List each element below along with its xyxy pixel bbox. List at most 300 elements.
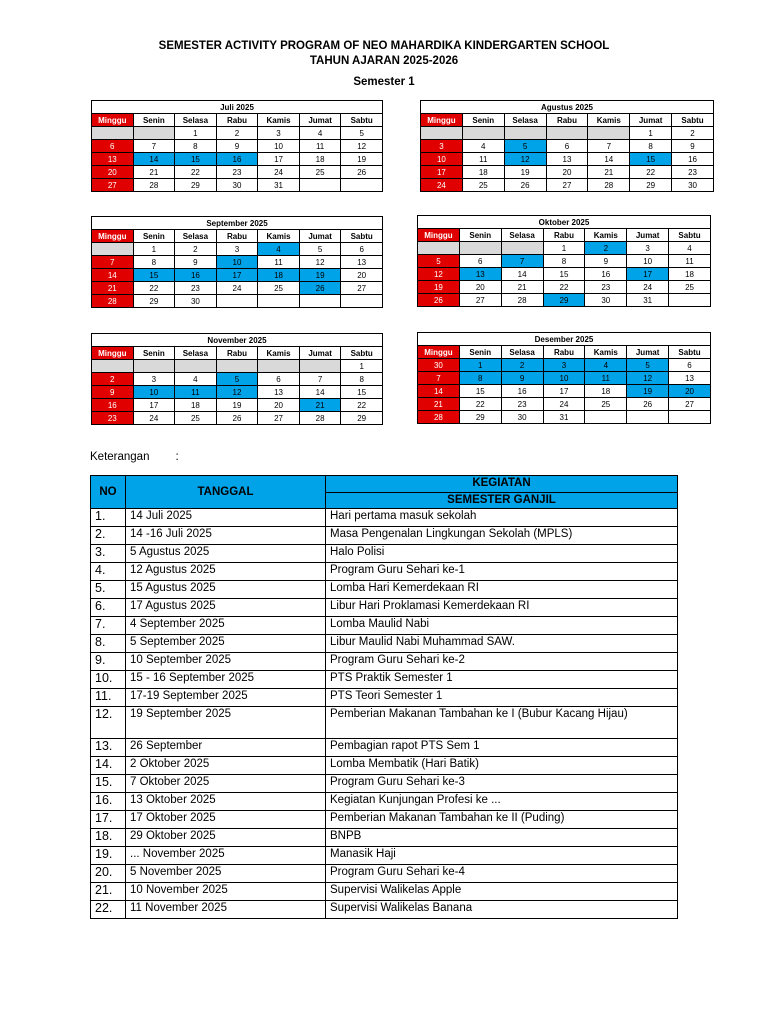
activity-date: 14 -16 Juli 2025 [126,527,326,545]
calendar-day: 22 [543,281,585,294]
day-header: Selasa [175,230,217,243]
activity-description: PTS Teori Semester 1 [326,689,678,707]
calendar-day [504,127,546,140]
calendar-day: 7 [501,255,543,268]
calendar-day: 27 [669,398,711,411]
activity-row [91,901,678,919]
calendar-day: 1 [630,127,672,140]
calendar-day: 12 [299,256,341,269]
day-header: Sabtu [672,114,714,127]
calendar-day: 21 [418,398,460,411]
calendar-day: 20 [258,399,300,412]
day-header: Selasa [175,347,217,360]
activity-table [90,475,678,919]
activity-no: 12. [91,707,126,739]
calendar-day: 16 [216,153,258,166]
header-semester-ganjil: SEMESTER GANJIL [326,493,678,509]
activity-date: 15 - 16 September 2025 [126,671,326,689]
activity-no: 20. [91,865,126,883]
calendar-day: 15 [459,385,501,398]
activity-row [91,671,678,689]
calendar-day: 15 [133,269,175,282]
calendar-day: 11 [299,140,341,153]
calendar-day: 18 [258,269,300,282]
activity-row [91,793,678,811]
activity-date: 5 September 2025 [126,635,326,653]
calendar-day: 15 [630,153,672,166]
calendar-day: 11 [585,372,627,385]
activity-description: Libur Hari Proklamasi Kemerdekaan RI [326,599,678,617]
calendar-day: 16 [92,399,134,412]
calendar-day: 5 [299,243,341,256]
calendar-day: 21 [501,281,543,294]
calendar-day: 25 [175,412,217,425]
calendar-day [133,360,175,373]
activity-row [91,775,678,793]
activity-date: 12 Agustus 2025 [126,563,326,581]
calendar-day: 1 [175,127,217,140]
calendar-day: 27 [341,282,383,295]
calendar-day: 12 [418,268,460,281]
activity-no: 10. [91,671,126,689]
calendar-day: 14 [92,269,134,282]
calendar-day: 13 [669,372,711,385]
activity-description: PTS Praktik Semester 1 [326,671,678,689]
calendar-day: 24 [133,412,175,425]
calendar-day: 7 [418,372,460,385]
calendar-day [299,179,341,192]
calendar-day: 26 [216,412,258,425]
calendar-day: 22 [133,282,175,295]
activity-no: 8. [91,635,126,653]
calendar-day: 21 [92,282,134,295]
activity-no: 9. [91,653,126,671]
activity-date: 5 Agustus 2025 [126,545,326,563]
day-header: Sabtu [341,347,383,360]
calendar-day: 13 [92,153,134,166]
calendar-day: 2 [672,127,714,140]
day-header: Sabtu [669,346,711,359]
calendar-day: 3 [543,359,585,372]
calendar-day: 2 [216,127,258,140]
activity-no: 21. [91,883,126,901]
calendar-day: 27 [546,179,588,192]
calendar-day: 22 [341,399,383,412]
calendar-day: 26 [299,282,341,295]
calendar-day: 31 [543,411,585,424]
activity-description: Program Guru Sehari ke-1 [326,563,678,581]
calendar-day: 11 [175,386,217,399]
day-header: Jumat [299,230,341,243]
calendar-day: 2 [92,373,134,386]
calendar-day: 18 [585,385,627,398]
day-header: Minggu [92,114,134,127]
academic-year-title: TAHUN AJARAN 2025-2026 [309,55,459,67]
calendar-day [92,360,134,373]
calendar-day: 1 [341,360,383,373]
activity-row [91,599,678,617]
calendar-day: 10 [627,255,669,268]
activity-date: 15 Agustus 2025 [126,581,326,599]
calendar-day: 12 [627,372,669,385]
semester-title: Semester 1 [353,76,415,88]
day-header: Minggu [418,346,460,359]
calendar-day: 17 [421,166,463,179]
calendar-day [627,411,669,424]
calendar-day: 6 [341,243,383,256]
calendar-day: 12 [216,386,258,399]
calendar-day: 25 [585,398,627,411]
calendar-day: 6 [92,140,134,153]
day-header: Jumat [630,114,672,127]
calendar-month [417,215,711,307]
activity-description: Lomba Hari Kemerdekaan RI [326,581,678,599]
calendar-day [216,295,258,308]
activity-no: 18. [91,829,126,847]
calendar-day: 17 [216,269,258,282]
calendar-day [299,295,341,308]
calendar-day: 15 [543,268,585,281]
calendar-day: 7 [299,373,341,386]
header-no: NO [91,476,126,509]
calendar-day [92,243,134,256]
day-header: Jumat [299,347,341,360]
calendar-day: 6 [258,373,300,386]
calendar-day: 26 [627,398,669,411]
calendar-day: 23 [585,281,627,294]
calendar-day: 25 [299,166,341,179]
calendar-day: 5 [627,359,669,372]
calendar-day: 29 [543,294,585,307]
activity-row [91,847,678,865]
calendar-month-title: Agustus 2025 [421,101,714,114]
day-header: Senin [459,346,501,359]
calendar-day: 2 [175,243,217,256]
calendar-day: 17 [258,153,300,166]
calendar-day: 9 [92,386,134,399]
calendar-day [92,127,134,140]
calendar-day: 27 [258,412,300,425]
calendar-day: 28 [588,179,630,192]
calendar-day: 14 [299,386,341,399]
activity-description: Masa Pengenalan Lingkungan Sekolah (MPLS) [326,527,678,545]
activity-no: 13. [91,739,126,757]
calendar-day: 19 [216,399,258,412]
calendar-day: 4 [462,140,504,153]
day-header: Senin [459,229,501,242]
calendar-day: 18 [175,399,217,412]
day-header: Minggu [421,114,463,127]
calendar-day: 6 [459,255,501,268]
activity-date: 11 November 2025 [126,901,326,919]
activity-description: Program Guru Sehari ke-2 [326,653,678,671]
calendar-day: 23 [92,412,134,425]
day-header: Kamis [588,114,630,127]
activity-no: 19. [91,847,126,865]
calendar-day: 19 [418,281,460,294]
day-header: Rabu [216,230,258,243]
activity-row [91,757,678,775]
calendar-day: 21 [299,399,341,412]
calendar-month [420,100,714,192]
calendar-day: 10 [216,256,258,269]
activity-description: Pemberian Makanan Tambahan ke I (Bubur Kacang Hijau) [326,707,678,739]
activity-date: 5 November 2025 [126,865,326,883]
calendar-day: 30 [585,294,627,307]
calendar-day: 24 [258,166,300,179]
activity-row [91,739,678,757]
calendar-day: 7 [133,140,175,153]
day-header: Senin [133,230,175,243]
calendar-day [216,360,258,373]
calendar-day: 4 [669,242,711,255]
calendar-day: 22 [175,166,217,179]
calendar-day [546,127,588,140]
calendar-day [459,242,501,255]
calendar-day: 15 [341,386,383,399]
activity-no: 14. [91,757,126,775]
calendar-day: 27 [459,294,501,307]
day-header: Selasa [501,229,543,242]
calendar-day: 6 [669,359,711,372]
activity-row [91,581,678,599]
day-header: Selasa [175,114,217,127]
calendar-day: 29 [341,412,383,425]
calendar-day [421,127,463,140]
calendar-day: 5 [418,255,460,268]
calendar-day: 9 [175,256,217,269]
calendar-day: 22 [630,166,672,179]
activity-date: 17 Agustus 2025 [126,599,326,617]
activity-date: 26 September [126,739,326,757]
calendar-day: 19 [504,166,546,179]
activity-date: 19 September 2025 [126,707,326,739]
calendar-day: 20 [459,281,501,294]
calendar-day: 24 [216,282,258,295]
activity-row [91,811,678,829]
activity-row [91,653,678,671]
calendar-month-title: Oktober 2025 [418,216,711,229]
calendar-day: 17 [543,385,585,398]
activity-date: 29 Oktober 2025 [126,829,326,847]
day-header: Kamis [258,114,300,127]
activity-no: 15. [91,775,126,793]
calendar-day: 4 [175,373,217,386]
calendar-day: 10 [421,153,463,166]
calendar-day: 30 [175,295,217,308]
calendar-day: 22 [459,398,501,411]
calendar-day: 4 [299,127,341,140]
calendar-day: 29 [133,295,175,308]
activity-description: Pembagian rapot PTS Sem 1 [326,739,678,757]
day-header: Selasa [501,346,543,359]
keterangan-colon: : [175,451,179,463]
calendar-day: 13 [459,268,501,281]
activity-no: 16. [91,793,126,811]
day-header: Rabu [216,114,258,127]
calendar-day: 28 [299,412,341,425]
calendar-day: 17 [133,399,175,412]
day-header: Sabtu [341,230,383,243]
activity-no: 22. [91,901,126,919]
day-header: Rabu [543,346,585,359]
calendar-day: 17 [627,268,669,281]
day-header: Rabu [546,114,588,127]
calendar-day: 9 [585,255,627,268]
calendar-day: 1 [459,359,501,372]
calendar-day: 20 [669,385,711,398]
calendar-day: 5 [504,140,546,153]
calendar-day: 10 [543,372,585,385]
activity-date: 17-19 September 2025 [126,689,326,707]
calendar-day: 1 [133,243,175,256]
activity-no: 3. [91,545,126,563]
activity-no: 7. [91,617,126,635]
calendar-day: 28 [501,294,543,307]
day-header: Senin [462,114,504,127]
activity-row [91,563,678,581]
calendar-day: 28 [418,411,460,424]
calendar-day: 3 [133,373,175,386]
activity-date: ... November 2025 [126,847,326,865]
calendar-day: 14 [418,385,460,398]
activity-description: Hari pertama masuk sekolah [326,509,678,527]
calendar-day: 20 [546,166,588,179]
calendar-day: 26 [504,179,546,192]
calendar-day: 8 [543,255,585,268]
activity-description: BNPB [326,829,678,847]
calendar-day: 31 [627,294,669,307]
activity-no: 1. [91,509,126,527]
activity-row [91,829,678,847]
activity-description: Supervisi Walikelas Apple [326,883,678,901]
calendar-day [588,127,630,140]
calendar-day [299,360,341,373]
calendar-day [133,127,175,140]
calendar-day: 12 [504,153,546,166]
calendar-day: 18 [669,268,711,281]
calendar-month [91,100,383,192]
calendar-day: 18 [462,166,504,179]
calendar-day: 30 [216,179,258,192]
activity-description: Program Guru Sehari ke-4 [326,865,678,883]
calendar-day [585,411,627,424]
calendar-day: 26 [418,294,460,307]
calendar-day: 5 [341,127,383,140]
activity-no: 4. [91,563,126,581]
calendar-day: 31 [258,179,300,192]
calendar-day: 24 [543,398,585,411]
calendar-day [341,295,383,308]
activity-description: Halo Polisi [326,545,678,563]
calendar-month-title: November 2025 [92,334,383,347]
calendar-day: 10 [133,386,175,399]
day-header: Minggu [92,230,134,243]
calendar-day: 19 [299,269,341,282]
activity-date: 14 Juli 2025 [126,509,326,527]
day-header: Senin [133,114,175,127]
activity-no: 17. [91,811,126,829]
calendar-day: 23 [672,166,714,179]
calendar-month-title: September 2025 [92,217,383,230]
calendar-day: 26 [341,166,383,179]
calendar-day: 13 [546,153,588,166]
calendar-day: 15 [175,153,217,166]
calendar-month-title: Desember 2025 [418,333,711,346]
calendar-day: 2 [501,359,543,372]
calendar-day: 8 [630,140,672,153]
calendar-day [418,242,460,255]
calendar-day: 13 [341,256,383,269]
calendar-day: 23 [216,166,258,179]
calendar-month [91,216,383,308]
calendar-day: 4 [585,359,627,372]
day-header: Senin [133,347,175,360]
calendar-day: 21 [588,166,630,179]
calendar-day: 6 [546,140,588,153]
activity-description: Libur Maulid Nabi Muhammad SAW. [326,635,678,653]
day-header: Rabu [543,229,585,242]
activity-date: 10 September 2025 [126,653,326,671]
calendar-month-title: Juli 2025 [92,101,383,114]
activity-date: 13 Oktober 2025 [126,793,326,811]
calendar-day: 19 [627,385,669,398]
day-header: Kamis [585,346,627,359]
calendar-day: 28 [92,295,134,308]
day-header: Kamis [258,230,300,243]
activity-row [91,883,678,901]
legend-label-row [90,451,179,463]
activity-description: Manasik Haji [326,847,678,865]
calendar-day: 3 [627,242,669,255]
activity-row [91,689,678,707]
calendar-day: 3 [216,243,258,256]
activity-description: Lomba Membatik (Hari Batik) [326,757,678,775]
calendar-day: 16 [175,269,217,282]
document-title: SEMESTER ACTIVITY PROGRAM OF NEO MAHARDIKA KINDERGARTEN SCHOOL [158,40,610,52]
calendar-day [501,242,543,255]
calendar-day: 23 [175,282,217,295]
calendar-day: 14 [588,153,630,166]
calendar-day: 20 [92,166,134,179]
calendar-day: 29 [175,179,217,192]
activity-description: Pemberian Makanan Tambahan ke II (Puding) [326,811,678,829]
calendar-day: 7 [92,256,134,269]
activity-row [91,509,678,527]
activity-description: Supervisi Walikelas Banana [326,901,678,919]
calendar-day: 14 [501,268,543,281]
activity-description: Lomba Maulid Nabi [326,617,678,635]
calendar-day: 1 [543,242,585,255]
calendar-day: 9 [501,372,543,385]
calendar-day: 10 [258,140,300,153]
day-header: Sabtu [669,229,711,242]
calendar-day: 14 [133,153,175,166]
calendar-day: 11 [258,256,300,269]
calendar-day: 25 [462,179,504,192]
activity-date: 17 Oktober 2025 [126,811,326,829]
calendar-day [258,360,300,373]
calendar-day: 25 [669,281,711,294]
calendar-day: 23 [501,398,543,411]
activity-date: 2 Oktober 2025 [126,757,326,775]
day-header: Minggu [418,229,460,242]
calendar-day: 3 [258,127,300,140]
calendar-day: 29 [630,179,672,192]
day-header: Jumat [299,114,341,127]
calendar-day: 16 [672,153,714,166]
calendar-day: 5 [216,373,258,386]
